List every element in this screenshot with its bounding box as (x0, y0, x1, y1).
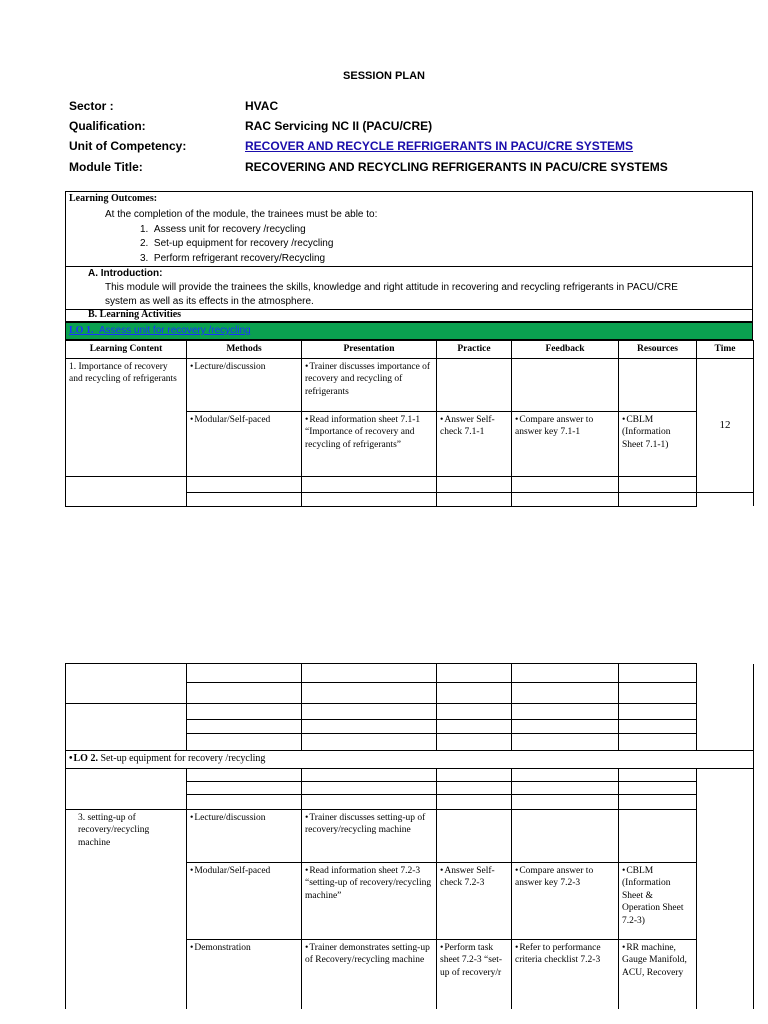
col-practice: Practice (437, 341, 512, 359)
lo1-title[interactable]: Assess unit for recovery /recycling (99, 325, 251, 336)
resources-cell (619, 683, 697, 704)
presentation-cell (302, 734, 437, 751)
practice-cell: • Answer Self-check 7.2-3 (437, 862, 512, 939)
resources-cell: • RR machine, Gauge Manifold, ACU, Recovery (619, 939, 697, 1009)
lo2-title: Set-up equipment for recovery /recycling (100, 753, 266, 764)
feedback-cell (512, 358, 619, 411)
learning-content-cell: 1. Importance of recovery and recycling of refrigerants (66, 358, 187, 476)
lo2-number: • LO 2. (69, 753, 98, 764)
learning-content-cell (66, 476, 187, 506)
sector-value: HVAC (245, 99, 279, 113)
practice-cell (437, 358, 512, 411)
time-cell (697, 492, 754, 506)
presentation-cell: • Read information sheet 7.2-3 “setting-up of recovery/recycling machine” (302, 862, 437, 939)
practice-cell (437, 476, 512, 492)
time-cell: 12 (697, 358, 754, 492)
method-cell: • Lecture/discussion (187, 358, 302, 411)
method-cell: • Modular/Self-paced (187, 411, 302, 476)
unit-link[interactable]: RECOVER AND RECYCLE REFRIGERANTS IN PACU/CRE SYSTEMS (245, 139, 634, 153)
outcome-text: Perform refrigerant recovery/Recycling (153, 253, 326, 264)
outcome-item (140, 223, 306, 236)
method-cell: • Lecture/discussion (187, 809, 302, 862)
resources-cell (619, 358, 697, 411)
presentation-cell: • Trainer demonstrates setting-up of Recovery/recycling machine (302, 939, 437, 1009)
presentation-cell (302, 704, 437, 720)
lo1-bar (65, 322, 753, 340)
practice-cell (437, 794, 512, 809)
unit-label: Unit of Competency: (69, 139, 187, 153)
presentation-cell (302, 720, 437, 734)
sector-row (69, 99, 278, 113)
practice-cell (437, 734, 512, 751)
learning-content-cell (66, 704, 187, 751)
practice-cell (437, 664, 512, 683)
module-row (69, 160, 668, 174)
learning-content-cell (66, 768, 187, 809)
feedback-cell (512, 492, 619, 506)
outcomes-heading: Learning Outcomes: (69, 193, 158, 204)
practice-cell (437, 768, 512, 781)
method-cell (187, 704, 302, 720)
lo1-number: LO 1. (69, 325, 94, 336)
outcomes-intro: At the completion of the module, the trainees must be able to: (105, 209, 378, 220)
feedback-cell (512, 768, 619, 781)
method-cell (187, 683, 302, 704)
resources-cell (619, 734, 697, 751)
method-cell (187, 781, 302, 794)
presentation-cell: • Read information sheet 7.1-1 “Importance of recovery and recycling of refrigerants” (302, 411, 437, 476)
lo2-row (66, 751, 754, 769)
col-resources: Resources (619, 341, 697, 359)
time-cell (697, 768, 754, 1009)
outcome-number: 2. (140, 238, 149, 249)
activities-table (65, 340, 754, 507)
practice-cell (437, 781, 512, 794)
feedback-cell (512, 781, 619, 794)
method-cell (187, 664, 302, 683)
resources-cell (619, 476, 697, 492)
resources-cell (619, 720, 697, 734)
resources-cell (619, 794, 697, 809)
col-presentation: Presentation (302, 341, 437, 359)
module-value: RECOVERING AND RECYCLING REFRIGERANTS IN PACU/CRE SYSTEMS (245, 160, 668, 174)
introduction-heading: A. Introduction: (88, 268, 163, 279)
practice-cell (437, 809, 512, 862)
practice-cell: • Answer Self-check 7.1-1 (437, 411, 512, 476)
presentation-cell (302, 492, 437, 506)
presentation-cell (302, 781, 437, 794)
page-title: SESSION PLAN (343, 70, 425, 82)
practice-cell (437, 720, 512, 734)
time-cell (697, 664, 754, 751)
col-time: Time (697, 341, 754, 359)
feedback-cell (512, 664, 619, 683)
feedback-cell (512, 704, 619, 720)
presentation-cell (302, 476, 437, 492)
col-methods: Methods (187, 341, 302, 359)
outcome-number: 3. (140, 253, 149, 264)
qualification-label: Qualification: (69, 119, 146, 133)
qualification-row (69, 119, 432, 133)
method-cell: • Demonstration (187, 939, 302, 1009)
resources-cell (619, 809, 697, 862)
presentation-cell: • Trainer discusses importance of recovery and recycling of refrigerants (302, 358, 437, 411)
resources-cell (619, 781, 697, 794)
practice-cell (437, 492, 512, 506)
presentation-cell (302, 768, 437, 781)
presentation-cell (302, 683, 437, 704)
method-cell (187, 734, 302, 751)
feedback-cell (512, 794, 619, 809)
divider (65, 266, 753, 267)
feedback-cell (512, 734, 619, 751)
outcome-text: Set-up equipment for recovery /recycling (153, 238, 334, 249)
practice-cell: • Perform task sheet 7.2-3 “set-up of recovery/r (437, 939, 512, 1009)
resources-cell (619, 768, 697, 781)
introduction-text-cont: system as well as its effects in the atmosphere. (105, 296, 314, 307)
introduction-text: This module will provide the trainees the skills, knowledge and right attitude in recovering and recycling refrigerants in PACU/CRE (105, 282, 678, 293)
col-learning-content: Learning Content (66, 341, 187, 359)
learning-content-cell: 3. setting-up of recovery/recycling machine (66, 809, 187, 1009)
feedback-cell (512, 809, 619, 862)
presentation-cell (302, 794, 437, 809)
method-cell (187, 492, 302, 506)
method-cell (187, 768, 302, 781)
resources-cell (619, 704, 697, 720)
outcome-item (140, 252, 325, 265)
method-cell: • Modular/Self-paced (187, 862, 302, 939)
presentation-cell (302, 664, 437, 683)
presentation-cell: • Trainer discusses setting-up of recovery/recycling machine (302, 809, 437, 862)
method-cell (187, 476, 302, 492)
feedback-cell: • Refer to performance criteria checklist 7.2-3 (512, 939, 619, 1009)
feedback-cell (512, 476, 619, 492)
resources-cell (619, 492, 697, 506)
outcome-item (140, 237, 333, 250)
activities-table-continued (65, 663, 754, 1009)
feedback-cell: • Compare answer to answer key 7.1-1 (512, 411, 619, 476)
feedback-cell: • Compare answer to answer key 7.2-3 (512, 862, 619, 939)
module-label: Module Title: (69, 160, 143, 174)
resources-cell: • CBLM (Information Sheet 7.1-1) (619, 411, 697, 476)
method-cell (187, 720, 302, 734)
unit-row (69, 139, 633, 153)
method-cell (187, 794, 302, 809)
activities-heading: B. Learning Activities (88, 309, 182, 320)
feedback-cell (512, 683, 619, 704)
col-feedback: Feedback (512, 341, 619, 359)
feedback-cell (512, 720, 619, 734)
learning-content-cell (66, 664, 187, 704)
sector-label: Sector : (69, 99, 114, 113)
outcome-text: Assess unit for recovery /recycling (153, 224, 306, 235)
qualification-value: RAC Servicing NC II (PACU/CRE) (245, 119, 433, 133)
practice-cell (437, 704, 512, 720)
resources-cell: • CBLM (Information Sheet & Operation Sheet 7.2-3) (619, 862, 697, 939)
practice-cell (437, 683, 512, 704)
outcome-number: 1. (140, 224, 149, 235)
resources-cell (619, 664, 697, 683)
